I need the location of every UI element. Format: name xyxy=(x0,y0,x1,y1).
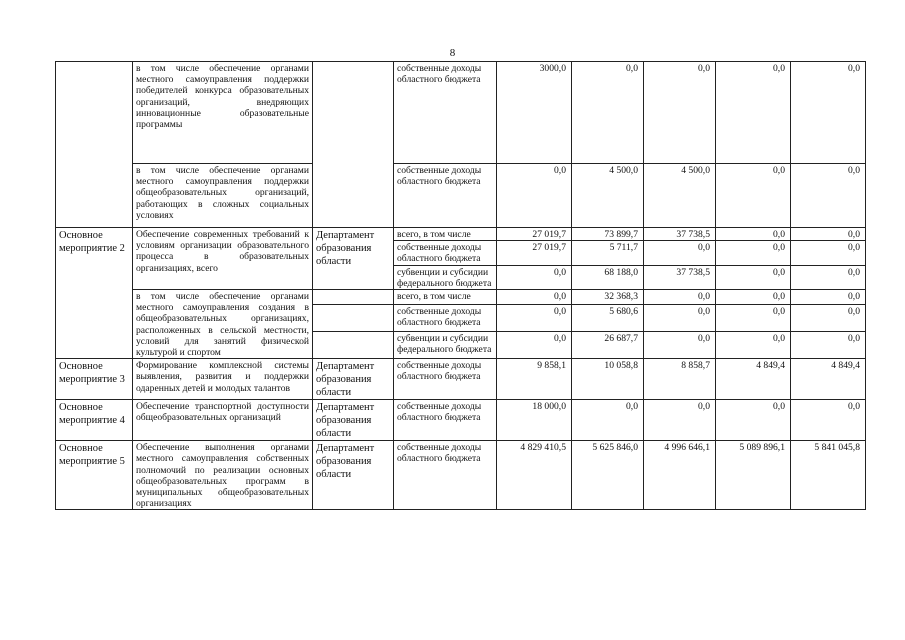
table-row xyxy=(56,164,866,228)
value-cell: 4 829 410,5 xyxy=(497,441,572,510)
description-cell: Обеспечение современных требований к условиям организации образовательного процесса в образовательных организациях, всего xyxy=(133,228,313,290)
value-cell: 5 680,6 xyxy=(572,304,644,331)
value-cell: 5 625 846,0 xyxy=(572,441,644,510)
event-cell: Основное мероприятие 3 xyxy=(56,359,133,400)
event-cell: Основное мероприятие 2 xyxy=(56,228,133,359)
value-cell: 9 858,1 xyxy=(497,359,572,400)
value-cell: 0,0 xyxy=(716,400,791,441)
source-cell: собственные доходы областного бюджета xyxy=(394,359,497,400)
source-cell: всего, в том числе xyxy=(394,228,497,241)
value-cell: 3000,0 xyxy=(497,62,572,164)
value-cell: 0,0 xyxy=(791,304,866,331)
value-cell: 0,0 xyxy=(644,241,716,265)
value-cell: 0,0 xyxy=(716,164,791,228)
value-cell: 10 058,8 xyxy=(572,359,644,400)
value-cell: 27 019,7 xyxy=(497,228,572,241)
value-cell: 4 500,0 xyxy=(644,164,716,228)
value-cell: 0,0 xyxy=(572,62,644,164)
event-cell xyxy=(56,62,133,228)
value-cell: 0,0 xyxy=(716,228,791,241)
description-cell: в том числе обеспечение органами местного самоуправления создания в общеобразовательных организациях, расположенных в сельской местности, условий для занятий физической культурой и спортом xyxy=(133,290,313,359)
value-cell: 0,0 xyxy=(497,265,572,289)
value-cell: 4 500,0 xyxy=(572,164,644,228)
source-cell: собственные доходы областного бюджета xyxy=(394,164,497,228)
value-cell: 0,0 xyxy=(791,290,866,305)
value-cell: 0,0 xyxy=(791,228,866,241)
source-cell: собственные доходы областного бюджета xyxy=(394,441,497,510)
value-cell: 0,0 xyxy=(791,241,866,265)
value-cell: 32 368,3 xyxy=(572,290,644,305)
source-cell: собственные доходы областного бюджета xyxy=(394,400,497,441)
value-cell: 4 849,4 xyxy=(716,359,791,400)
source-cell: субвенции и субсидии федерального бюджета xyxy=(394,265,497,289)
value-cell: 0,0 xyxy=(497,331,572,358)
executor-cell: Департамент образования области xyxy=(313,441,394,510)
value-cell: 5 711,7 xyxy=(572,241,644,265)
value-cell: 0,0 xyxy=(716,290,791,305)
source-cell: собственные доходы областного бюджета xyxy=(394,304,497,331)
value-cell: 0,0 xyxy=(791,400,866,441)
value-cell: 0,0 xyxy=(791,164,866,228)
value-cell: 0,0 xyxy=(716,62,791,164)
value-cell: 37 738,5 xyxy=(644,265,716,289)
value-cell: 26 687,7 xyxy=(572,331,644,358)
description-cell: в том числе обеспечение органами местного самоуправления поддержки общеобразовательных организаций, работающих в сложных социальных условиях xyxy=(133,164,313,228)
source-cell: собственные доходы областного бюджета xyxy=(394,62,497,164)
page-number: 8 xyxy=(449,47,456,59)
value-cell: 0,0 xyxy=(791,62,866,164)
value-cell: 0,0 xyxy=(644,331,716,358)
value-cell: 73 899,7 xyxy=(572,228,644,241)
value-cell: 0,0 xyxy=(716,241,791,265)
value-cell: 18 000,0 xyxy=(497,400,572,441)
table-row xyxy=(56,400,866,441)
value-cell: 0,0 xyxy=(497,164,572,228)
event-cell: Основное мероприятие 4 xyxy=(56,400,133,441)
value-cell: 27 019,7 xyxy=(497,241,572,265)
description-cell: в том числе обеспечение органами местного самоуправления поддержки победителей конкурса образовательных организаций, внедряющих инновационные образовательные программы xyxy=(133,62,313,164)
value-cell: 0,0 xyxy=(644,290,716,305)
table-row xyxy=(56,359,866,400)
event-cell: Основное мероприятие 5 xyxy=(56,441,133,510)
value-cell: 0,0 xyxy=(497,304,572,331)
value-cell: 0,0 xyxy=(572,400,644,441)
source-cell: собственные доходы областного бюджета xyxy=(394,241,497,265)
source-cell: всего, в том числе xyxy=(394,290,497,305)
value-cell: 4 849,4 xyxy=(791,359,866,400)
executor-cell: Департамент образования области xyxy=(313,400,394,441)
executor-cell: Департамент образования области xyxy=(313,359,394,400)
description-cell: Формирование комплексной системы выявления, развития и поддержки одаренных детей и молодых талантов xyxy=(133,359,313,400)
value-cell: 8 858,7 xyxy=(644,359,716,400)
table-row xyxy=(56,62,866,164)
value-cell: 0,0 xyxy=(644,62,716,164)
value-cell: 68 188,0 xyxy=(572,265,644,289)
table-row xyxy=(56,441,866,510)
source-cell: субвенции и субсидии федерального бюджета xyxy=(394,331,497,358)
value-cell: 0,0 xyxy=(716,331,791,358)
executor-cell xyxy=(313,304,394,331)
value-cell: 4 996 646,1 xyxy=(644,441,716,510)
value-cell: 0,0 xyxy=(791,331,866,358)
value-cell: 0,0 xyxy=(716,265,791,289)
value-cell: 5 841 045,8 xyxy=(791,441,866,510)
value-cell: 0,0 xyxy=(497,290,572,305)
executor-cell xyxy=(313,331,394,358)
executor-cell: Департамент образования области xyxy=(313,228,394,290)
value-cell: 0,0 xyxy=(716,304,791,331)
executor-cell xyxy=(313,62,394,228)
description-cell: Обеспечение выполнения органами местного самоуправления собственных полномочий по реализации основных общеобразовательных программ в муниципальных общеобразовательных организациях xyxy=(133,441,313,510)
value-cell: 0,0 xyxy=(644,304,716,331)
budget-table xyxy=(55,61,866,510)
value-cell: 37 738,5 xyxy=(644,228,716,241)
table-row xyxy=(56,290,866,305)
executor-cell xyxy=(313,290,394,305)
description-cell: Обеспечение транспортной доступности общеобразовательных организаций xyxy=(133,400,313,441)
table-row xyxy=(56,228,866,241)
value-cell: 0,0 xyxy=(644,400,716,441)
value-cell: 0,0 xyxy=(791,265,866,289)
value-cell: 5 089 896,1 xyxy=(716,441,791,510)
